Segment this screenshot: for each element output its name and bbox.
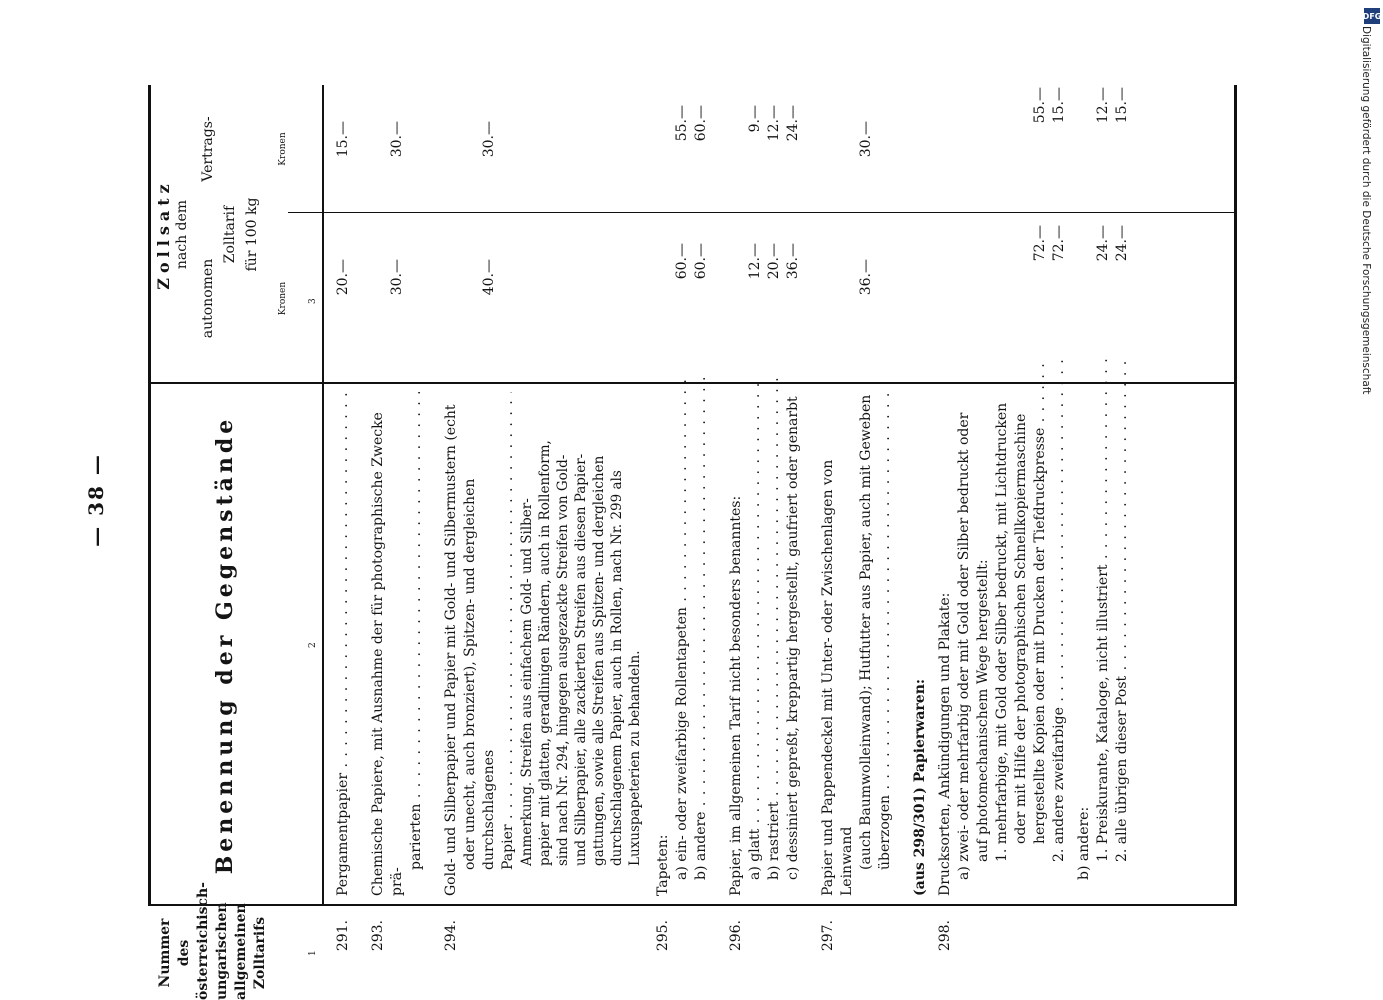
column-number-1: 1 — [308, 950, 318, 956]
table-row: b) andere: — [1076, 806, 1092, 880]
header-zollsatz: Zollsatz — [154, 179, 173, 290]
table-top-rule — [148, 85, 151, 906]
table-row: 294. Gold- und Silberpapier und Papier mit Gold- und Silbermustern (echt oder unecht, auch bronziert), Spitzen- und dergleichen durchschlagenes Papier . . . 40.— 30.— — [442, 85, 518, 1000]
header-fuer-100kg: für 100 kg — [244, 197, 260, 272]
header-kronen-autonom: Kronen — [278, 281, 288, 316]
table-bottom-rule — [1234, 85, 1237, 906]
header-zolltarif: Zolltarif — [222, 205, 238, 264]
column-number-3: 3 — [308, 298, 318, 304]
table-row: 298. Drucksorten, Ankündigungen und Plakate: — [937, 592, 953, 952]
header-autonomen: autonomen — [200, 258, 216, 339]
table-row: 291. Pergamentpapier . . . 20.— 15.— — [334, 85, 353, 1000]
table-row: a) glatt . . . 12.— 9.— — [746, 85, 765, 1000]
table-row: a) ein- oder zweifarbige Rollentapeten . . . 60.— 55.— — [673, 85, 692, 1000]
dfg-funding-note: Digitalisierung gefördert durch die Deutsche Forschungsgemeinschaft — [1360, 26, 1372, 395]
table-row: a) zwei- oder mehrfarbig oder mit Gold oder Silber bedruckt oder auf photomechanischem Wege hergestellt: — [956, 412, 991, 880]
table-row: 2. andere zweifarbige . . . 72.— 15.— — [1050, 85, 1069, 1000]
page-number: — 38 — — [84, 453, 108, 547]
table-row: b) rastriert . . . 20.— 12.— — [765, 85, 784, 1000]
table-body — [334, 85, 1132, 1000]
table-row: 293. Chemische Papiere, mit Ausnahme der für photographische Zwecke prä- parierten . . . 30.— 30.— — [369, 85, 426, 1000]
section-heading: (aus 298/301) Papierwaren: — [912, 678, 928, 896]
rotated-page-content — [84, 85, 1238, 1000]
column-number-2: 2 — [308, 642, 318, 648]
dfg-logo: DFG — [1364, 8, 1380, 24]
table-row: 296. Papier, im allgemeinen Tarif nicht besonders benanntes: — [728, 495, 744, 952]
table-row: 1. Preiskurante, Kataloge, nicht illustriert . . . 24.— 12.— — [1094, 85, 1113, 1000]
note-anmerkung: Anmerkung. Streifen aus einfachem Gold- und Silber- papier mit glatten, geradlinigen Rändern, auch in Rollenform, sind nach Nr. 294, hingegen ausgezackte Streifen von Gold- und Silberpapier, alle zackierten Streifen aus diesen Papier- gattungen, sowie alle Streifen aus Spitzen- und dergleichen durchschlagenem Papier, auch in Rollen, nach Nr. 299 als Luxuspapeterien zu behandeln. — [519, 440, 643, 866]
table-row: 2. alle übrigen dieser Post . . . 24.— 15.— — [1113, 85, 1132, 1000]
table-row: c) dessiniert gepreßt, kreppartig hergestellt, gaufriert oder genarbt 36.— 24.— — [785, 105, 801, 880]
header-kronen-vertrag: Kronen — [278, 132, 288, 166]
table-row: 295. Tapeten: — [655, 834, 671, 952]
header-benennung: Benennung der Gegenstände — [212, 415, 238, 875]
header-rule — [322, 85, 324, 906]
table-row: 297. Papier und Pappendeckel mit Unter- oder Zwischenlagen von Leinwand (auch Baumwolleinwand); Hutfutter aus Papier, auch mit Geweben überzogen . . . 36.— 30.— — [819, 85, 895, 1000]
header-vertrags: Vertrags- — [200, 116, 216, 182]
header-nach-dem: nach dem — [174, 199, 190, 270]
table-row: b) andere . . . 60.— 60.— — [692, 85, 711, 1000]
table-row: 1. mehrfarbige, mit Gold oder Silber bedruckt, mit Lichtdrucken oder mit Hilfe der photographischen Schnellkopiermaschine hergestellte Kopien oder mit Drucken der Tiefdruckpresse . . . 72.— 55.— — [993, 85, 1050, 1000]
header-nummer: Nummer des österreichisch- ungarischen allgemeinen Zolltarifs — [157, 882, 268, 1000]
